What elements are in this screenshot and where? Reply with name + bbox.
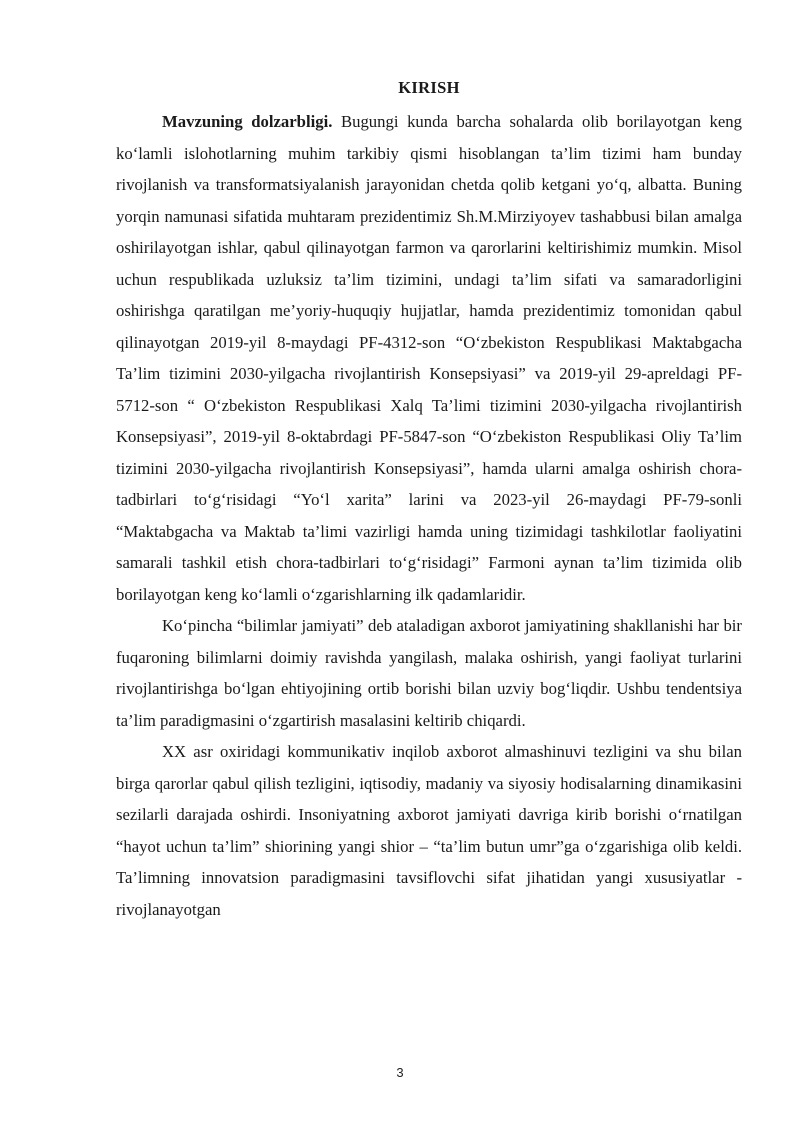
page-number: 3 <box>396 1065 404 1080</box>
page-title: KIRISH <box>398 78 460 97</box>
paragraph-text: XX asr oxiridagi kommunikativ inqilob axborot almashinuvi tezligini va shu bilan birga qarorlar qabul qilish tezligini, iqtisodiy, madaniy va siyosiy hodisalarning dinamikasini sezilarli darajada oshirdi. Insoniyatning axborot jamiyati davriga kirib borishi o‘rnatilgan “hayot uchun ta’lim” shiorining yangi shior – “ta’lim butun umr”ga o‘zgarishiga olib keldi. Ta’limning innovatsion paradigmasini tavsiflovchi sifat jihatidan yangi xususiyatlar - rivojlanayotgan <box>116 742 742 919</box>
paragraph-relevance <box>116 106 742 610</box>
paragraph-communicative-revolution <box>116 736 742 925</box>
paragraph-knowledge-society <box>116 610 742 736</box>
paragraph-text: Bugungi kunda barcha sohalarda olib borilayotgan keng ko‘lamli islohotlarning muhim tarkibiy qismi hisoblangan ta’lim tizimi ham bunday rivojlanish va transformatsiyalanish jarayonidan chetda qolib ketgani yo‘q, albatta. Buning yorqin namunasi sifatida muhtaram prezidentimiz Sh.M.Mirziyoyev tashabbusi bilan amalga oshirilayotgan ishlar, qabul qilinayotgan farmon va qarorlarini keltirishimiz mumkin. Misol uchun respublikada uzluksiz ta’lim tizimini, undagi ta’lim sifati va samaradorligini oshirishga qaratilgan me’yoriy-huquqiy hujjatlar, hamda prezidentimiz tomonidan qabul qilinayotgan 2019-yil 8-maydagi PF-4312-son “O‘zbekiston Respublikasi Maktabgacha Ta’lim tizimini 2030-yilgacha rivojlantirish Konsepsiyasi” va 2019-yil 29-apreldagi PF-5712-son “ O‘zbekiston Respublikasi Xalq Ta’limi tizimini 2030-yilgacha rivojlantirish Konsepsiyasi”, 2019-yil 8-oktabrdagi PF-5847-son “O‘zbekiston Respublikasi Oliy Ta’lim tizimini 2030-yilgacha rivojlantirish Konsepsiyasi”, hamda ularni amalga oshirish chora-tadbirlari to‘g‘risidagi “Yo‘l xarita” larini va 2023-yil 26-maydagi PF-79-sonli “Maktabgacha va Maktab ta’limi vazirligi hamda uning tizimidagi tashkilotlar faoliyatini samarali tashkil etish chora-tadbirlari to‘g‘risidagi” Farmoni aynan ta’lim tizimida olib borilayotgan keng ko‘lamli o‘zgarishlarning ilk qadamlaridir. <box>116 112 742 604</box>
paragraph-lead: Mavzuning dolzarbligi. <box>162 112 333 131</box>
page-content <box>116 74 742 925</box>
paragraph-text: Ko‘pincha “bilimlar jamiyati” deb ataladigan axborot jamiyatining shakllanishi har bir fuqaroning bilimlarni doimiy ravishda yangilash, malaka oshirish, yangi faoliyat turlarini rivojlantirishga bo‘lgan ehtiyojining ortib borishi bilan uzviy bog‘liqdir. Ushbu tendentsiya ta’lim paradigmasini o‘zgartirish masalasini keltirib chiqardi. <box>116 616 742 730</box>
